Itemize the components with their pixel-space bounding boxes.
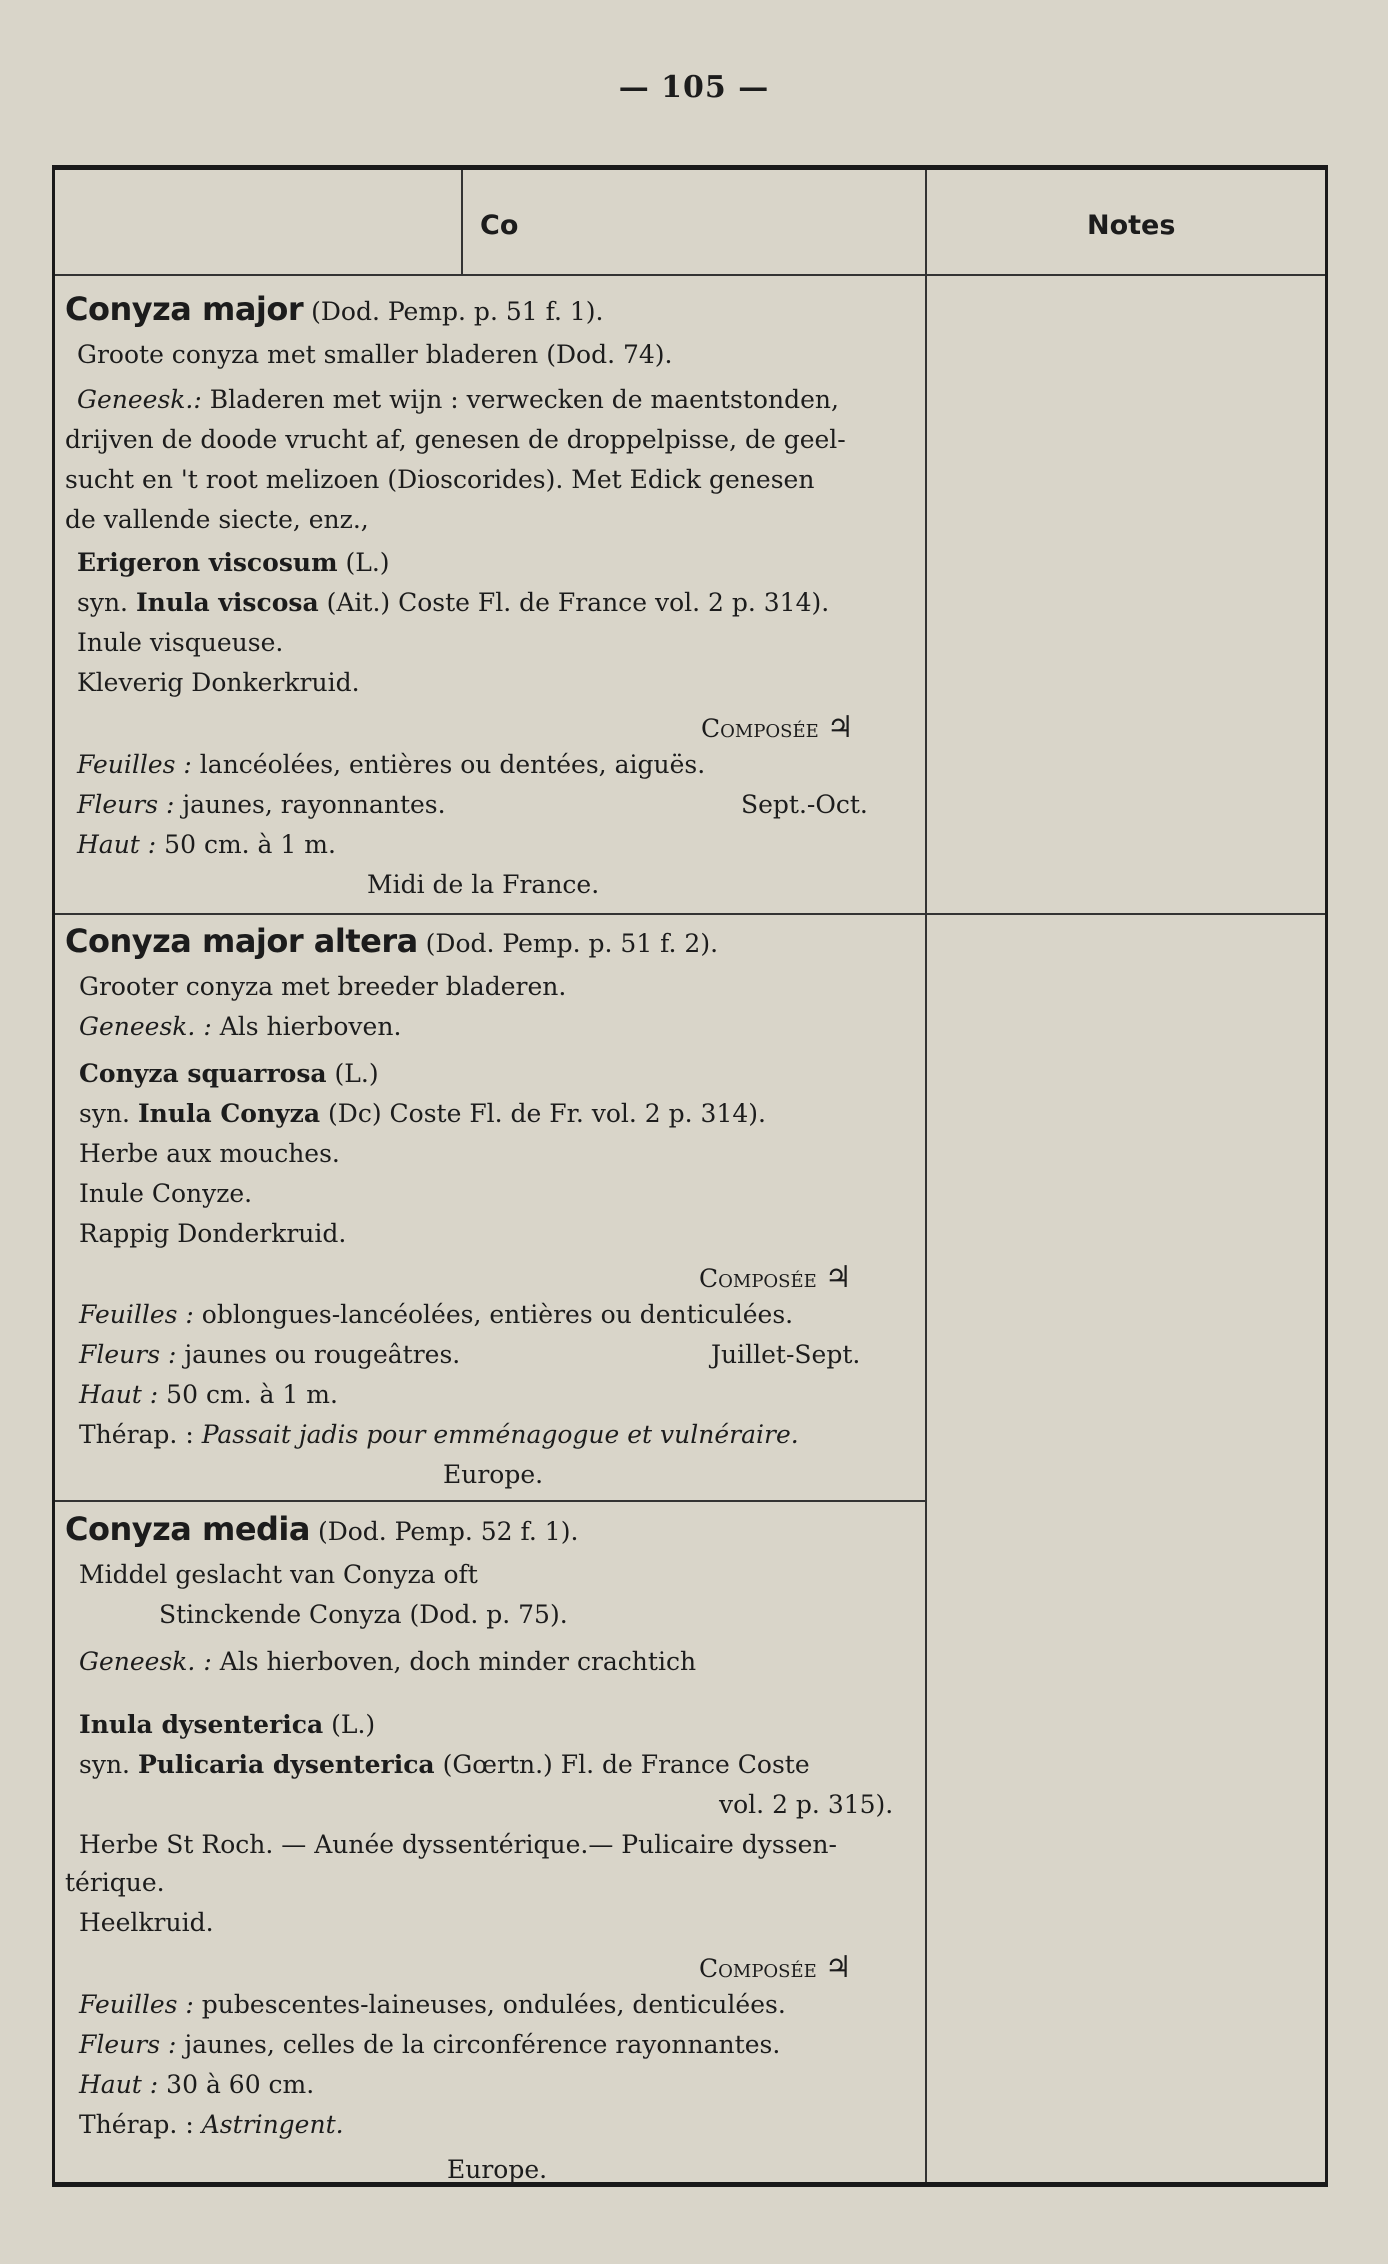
geneesk-text: drijven de doode vrucht af, genesen de droppelpisse, de geel- xyxy=(65,425,846,454)
geneesk-label: Geneesk. : xyxy=(79,1647,212,1676)
therap-text: Passait jadis pour emménagogue et vulnéraire. xyxy=(201,1420,799,1449)
syn-prefix: syn. xyxy=(79,1099,138,1128)
syn-prefix: syn. xyxy=(77,588,136,617)
french-name: Herbe St Roch. — Aunée dyssentérique.— Pulicaire dyssen- xyxy=(79,1830,837,1859)
region: Europe. xyxy=(443,1460,544,1489)
column-header-notes: Notes xyxy=(1087,210,1176,241)
french-name: Herbe aux mouches. xyxy=(79,1139,340,1168)
perennial-symbol: ♃ xyxy=(826,710,854,745)
haut-label: Haut : xyxy=(79,1380,159,1409)
fleurs-text: jaunes ou rougeâtres. xyxy=(176,1340,461,1369)
haut-text: 50 cm. à 1 m. xyxy=(156,830,336,859)
haut-label: Haut : xyxy=(77,830,157,859)
synonym-name: Pulicaria dysenterica xyxy=(137,1750,435,1779)
region: Europe. xyxy=(447,2155,548,2184)
synonym-reference: (Dc) Coste Fl. de Fr. vol. 2 p. 314). xyxy=(320,1099,766,1128)
entry-divider xyxy=(55,1500,925,1502)
column-header-co: Co xyxy=(480,210,519,241)
fleurs-label: Fleurs : xyxy=(79,2030,177,2059)
flowering-season: Juillet-Sept. xyxy=(711,1340,861,1369)
feuilles-label: Feuilles : xyxy=(79,1990,194,2019)
fleurs-label: Fleurs : xyxy=(77,790,175,819)
entry-title: Conyza major xyxy=(65,290,304,328)
entry-title: Conyza media xyxy=(65,1510,310,1548)
therap-label: Thérap. : xyxy=(79,2110,202,2139)
species-authority: (L.) xyxy=(323,1710,376,1739)
dutch-common-name: Rappig Donderkruid. xyxy=(79,1219,347,1248)
flowering-season: Sept.-Oct. xyxy=(741,790,868,819)
french-name: Inule Conyze. xyxy=(79,1179,253,1208)
entry-title: Conyza major altera xyxy=(65,922,418,960)
dutch-name: Stinckende Conyza (Dod. p. 75). xyxy=(159,1600,568,1629)
haut-text: 50 cm. à 1 m. xyxy=(158,1380,338,1409)
feuilles-text: pubescentes-laineuses, ondulées, denticulées. xyxy=(193,1990,786,2019)
column-divider xyxy=(461,170,463,275)
haut-text: 30 à 60 cm. xyxy=(158,2070,315,2099)
geneesk-text: Bladeren met wijn : verwecken de maentstonden, xyxy=(201,385,839,414)
header-divider xyxy=(55,274,1325,276)
syn-prefix: syn. xyxy=(79,1750,138,1779)
dutch-name: Groote conyza met smaller bladeren (Dod. 74). xyxy=(77,340,673,369)
family-label: Composée xyxy=(701,714,819,743)
synonym-reference: vol. 2 p. 315). xyxy=(719,1790,894,1819)
page-number: — 105 — xyxy=(618,70,770,105)
geneesk-text: Als hierboven, doch minder crachtich xyxy=(211,1647,697,1676)
dutch-common-name: Heelkruid. xyxy=(79,1908,214,1937)
haut-label: Haut : xyxy=(79,2070,159,2099)
dutch-common-name: Kleverig Donkerkruid. xyxy=(77,668,360,697)
dutch-name: Grooter conyza met breeder bladeren. xyxy=(79,972,567,1001)
region: Midi de la France. xyxy=(367,870,600,899)
entry-reference: (Dod. Pemp. 52 f. 1). xyxy=(317,1517,579,1546)
species-authority: (L.) xyxy=(337,548,390,577)
dutch-name: Middel geslacht van Conyza oft xyxy=(79,1560,478,1589)
family-label: Composée xyxy=(699,1954,817,1983)
synonym-name: Inula viscosa xyxy=(135,588,319,617)
fleurs-label: Fleurs : xyxy=(79,1340,177,1369)
perennial-symbol: ♃ xyxy=(824,1950,852,1985)
feuilles-label: Feuilles : xyxy=(79,1300,194,1329)
geneesk-text: de vallende siecte, enz., xyxy=(65,505,369,534)
feuilles-label: Feuilles : xyxy=(77,750,192,779)
french-name: térique. xyxy=(65,1868,165,1897)
geneesk-text: sucht en 't root melizoen (Dioscorides). Met Edick genesen xyxy=(65,465,815,494)
entry-reference: (Dod. Pemp. p. 51 f. 1). xyxy=(311,297,604,326)
species-authority: (L.) xyxy=(326,1059,379,1088)
synonym-reference: (Ait.) Coste Fl. de France vol. 2 p. 314). xyxy=(318,588,830,617)
species-name: Conyza squarrosa xyxy=(79,1059,327,1088)
perennial-symbol: ♃ xyxy=(824,1260,852,1295)
entry-reference: (Dod. Pemp. p. 51 f. 2). xyxy=(425,929,719,958)
geneesk-text: Als hierboven. xyxy=(211,1012,402,1041)
table-frame xyxy=(52,165,1328,2187)
feuilles-text: oblongues-lancéolées, entières ou denticulées. xyxy=(193,1300,794,1329)
species-name: Erigeron viscosum xyxy=(77,548,338,577)
family-label: Composée xyxy=(699,1264,817,1293)
therap-label: Thérap. : xyxy=(79,1420,202,1449)
therap-text: Astringent. xyxy=(201,2110,344,2139)
french-name: Inule visqueuse. xyxy=(77,628,284,657)
notes-column-divider xyxy=(925,170,927,2182)
geneesk-label: Geneesk. : xyxy=(79,1012,212,1041)
fleurs-text: jaunes, rayonnantes. xyxy=(174,790,446,819)
entry-divider xyxy=(55,913,1325,915)
feuilles-text: lancéolées, entières ou dentées, aiguës. xyxy=(191,750,706,779)
fleurs-text: jaunes, celles de la circonférence rayonnantes. xyxy=(176,2030,781,2059)
synonym-reference: (Gœrtn.) Fl. de France Coste xyxy=(434,1750,810,1779)
geneesk-label: Geneesk.: xyxy=(77,385,202,414)
synonym-name: Inula Conyza xyxy=(137,1099,321,1128)
species-name: Inula dysenterica xyxy=(79,1710,324,1739)
